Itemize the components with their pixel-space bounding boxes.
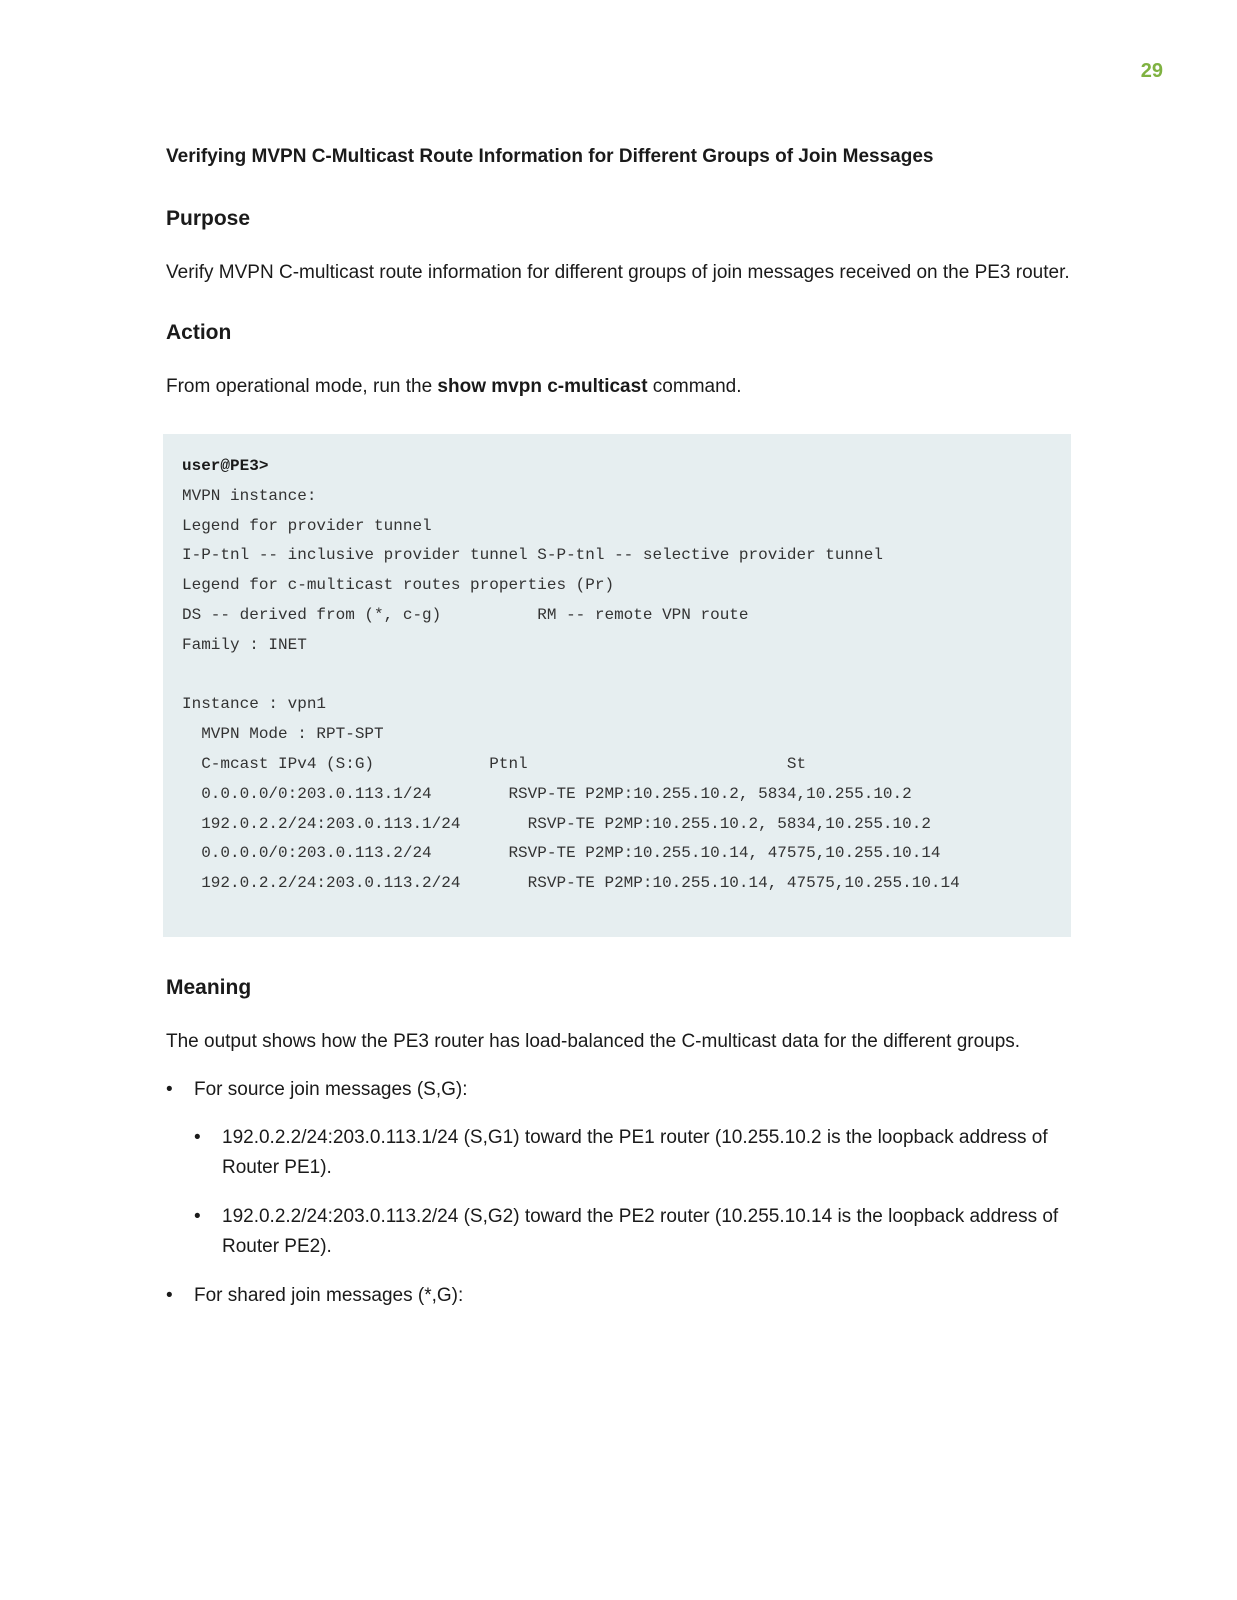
sub-bullet-list — [194, 1123, 1072, 1262]
list-item-text: For shared join messages (*,G): — [194, 1284, 464, 1306]
page-content — [166, 144, 1072, 1330]
code-line: DS -- derived from (*, c-g) RM -- remote VPN route — [182, 605, 749, 624]
list-item: • 192.0.2.2/24:203.0.113.2/24 (S,G2) toward the PE2 router (10.255.10.14 is the loopback address of Router PE2). — [194, 1202, 1072, 1262]
list-item-text: For source join messages (S,G): — [194, 1078, 468, 1100]
section-title: Verifying MVPN C-Multicast Route Information for Different Groups of Join Messages — [166, 146, 934, 167]
action-text-before: From operational mode, run the — [166, 376, 438, 397]
code-line — [182, 661, 1071, 691]
code-line: Legend for c-multicast routes properties (Pr) — [182, 576, 615, 595]
action-text — [166, 372, 1072, 402]
code-line: Instance : vpn1 — [182, 695, 327, 714]
code-line: Legend for provider tunnel — [182, 516, 432, 535]
page-number: 29 — [1140, 60, 1163, 82]
list-item: • 192.0.2.2/24:203.0.113.1/24 (S,G1) toward the PE1 router (10.255.10.2 is the loopback address of Router PE1). — [194, 1123, 1072, 1183]
code-line: MVPN instance: — [182, 486, 317, 505]
cli-output-block — [163, 434, 1071, 937]
code-line: C-mcast IPv4 (S:G) Ptnl St — [182, 754, 807, 773]
action-text-after: command. — [647, 376, 742, 397]
purpose-heading: Purpose — [166, 207, 251, 230]
code-line: 192.0.2.2/24:203.0.113.1/24 RSVP-TE P2MP:10.255.10.2, 5834,10.255.10.2 — [182, 814, 931, 833]
cli-prompt: user@PE3> — [182, 457, 269, 475]
action-heading: Action — [166, 321, 232, 344]
code-line: MVPN Mode : RPT-SPT — [182, 725, 384, 744]
command-name: show mvpn c-multicast — [437, 376, 648, 397]
meaning-text: The output shows how the PE3 router has load-balanced the C-multicast data for the different groups. — [166, 1030, 1021, 1052]
meaning-heading: Meaning — [166, 975, 252, 999]
code-line: I-P-tnl -- inclusive provider tunnel S-P-tnl -- selective provider tunnel — [182, 546, 883, 565]
list-item — [166, 1281, 1072, 1311]
list-item — [166, 1075, 1072, 1262]
purpose-text: Verify MVPN C-multicast route information for different groups of join messages received on the PE3 router. — [166, 262, 1070, 283]
code-line: 0.0.0.0/0:203.0.113.2/24 RSVP-TE P2MP:10.255.10.14, 47575,10.255.10.14 — [182, 844, 941, 863]
code-line: Family : INET — [182, 635, 307, 654]
code-line: 0.0.0.0/0:203.0.113.1/24 RSVP-TE P2MP:10.255.10.2, 5834,10.255.10.2 — [182, 784, 912, 803]
meaning-bullet-list — [166, 1075, 1072, 1311]
code-line: 192.0.2.2/24:203.0.113.2/24 RSVP-TE P2MP:10.255.10.14, 47575,10.255.10.14 — [182, 874, 960, 893]
